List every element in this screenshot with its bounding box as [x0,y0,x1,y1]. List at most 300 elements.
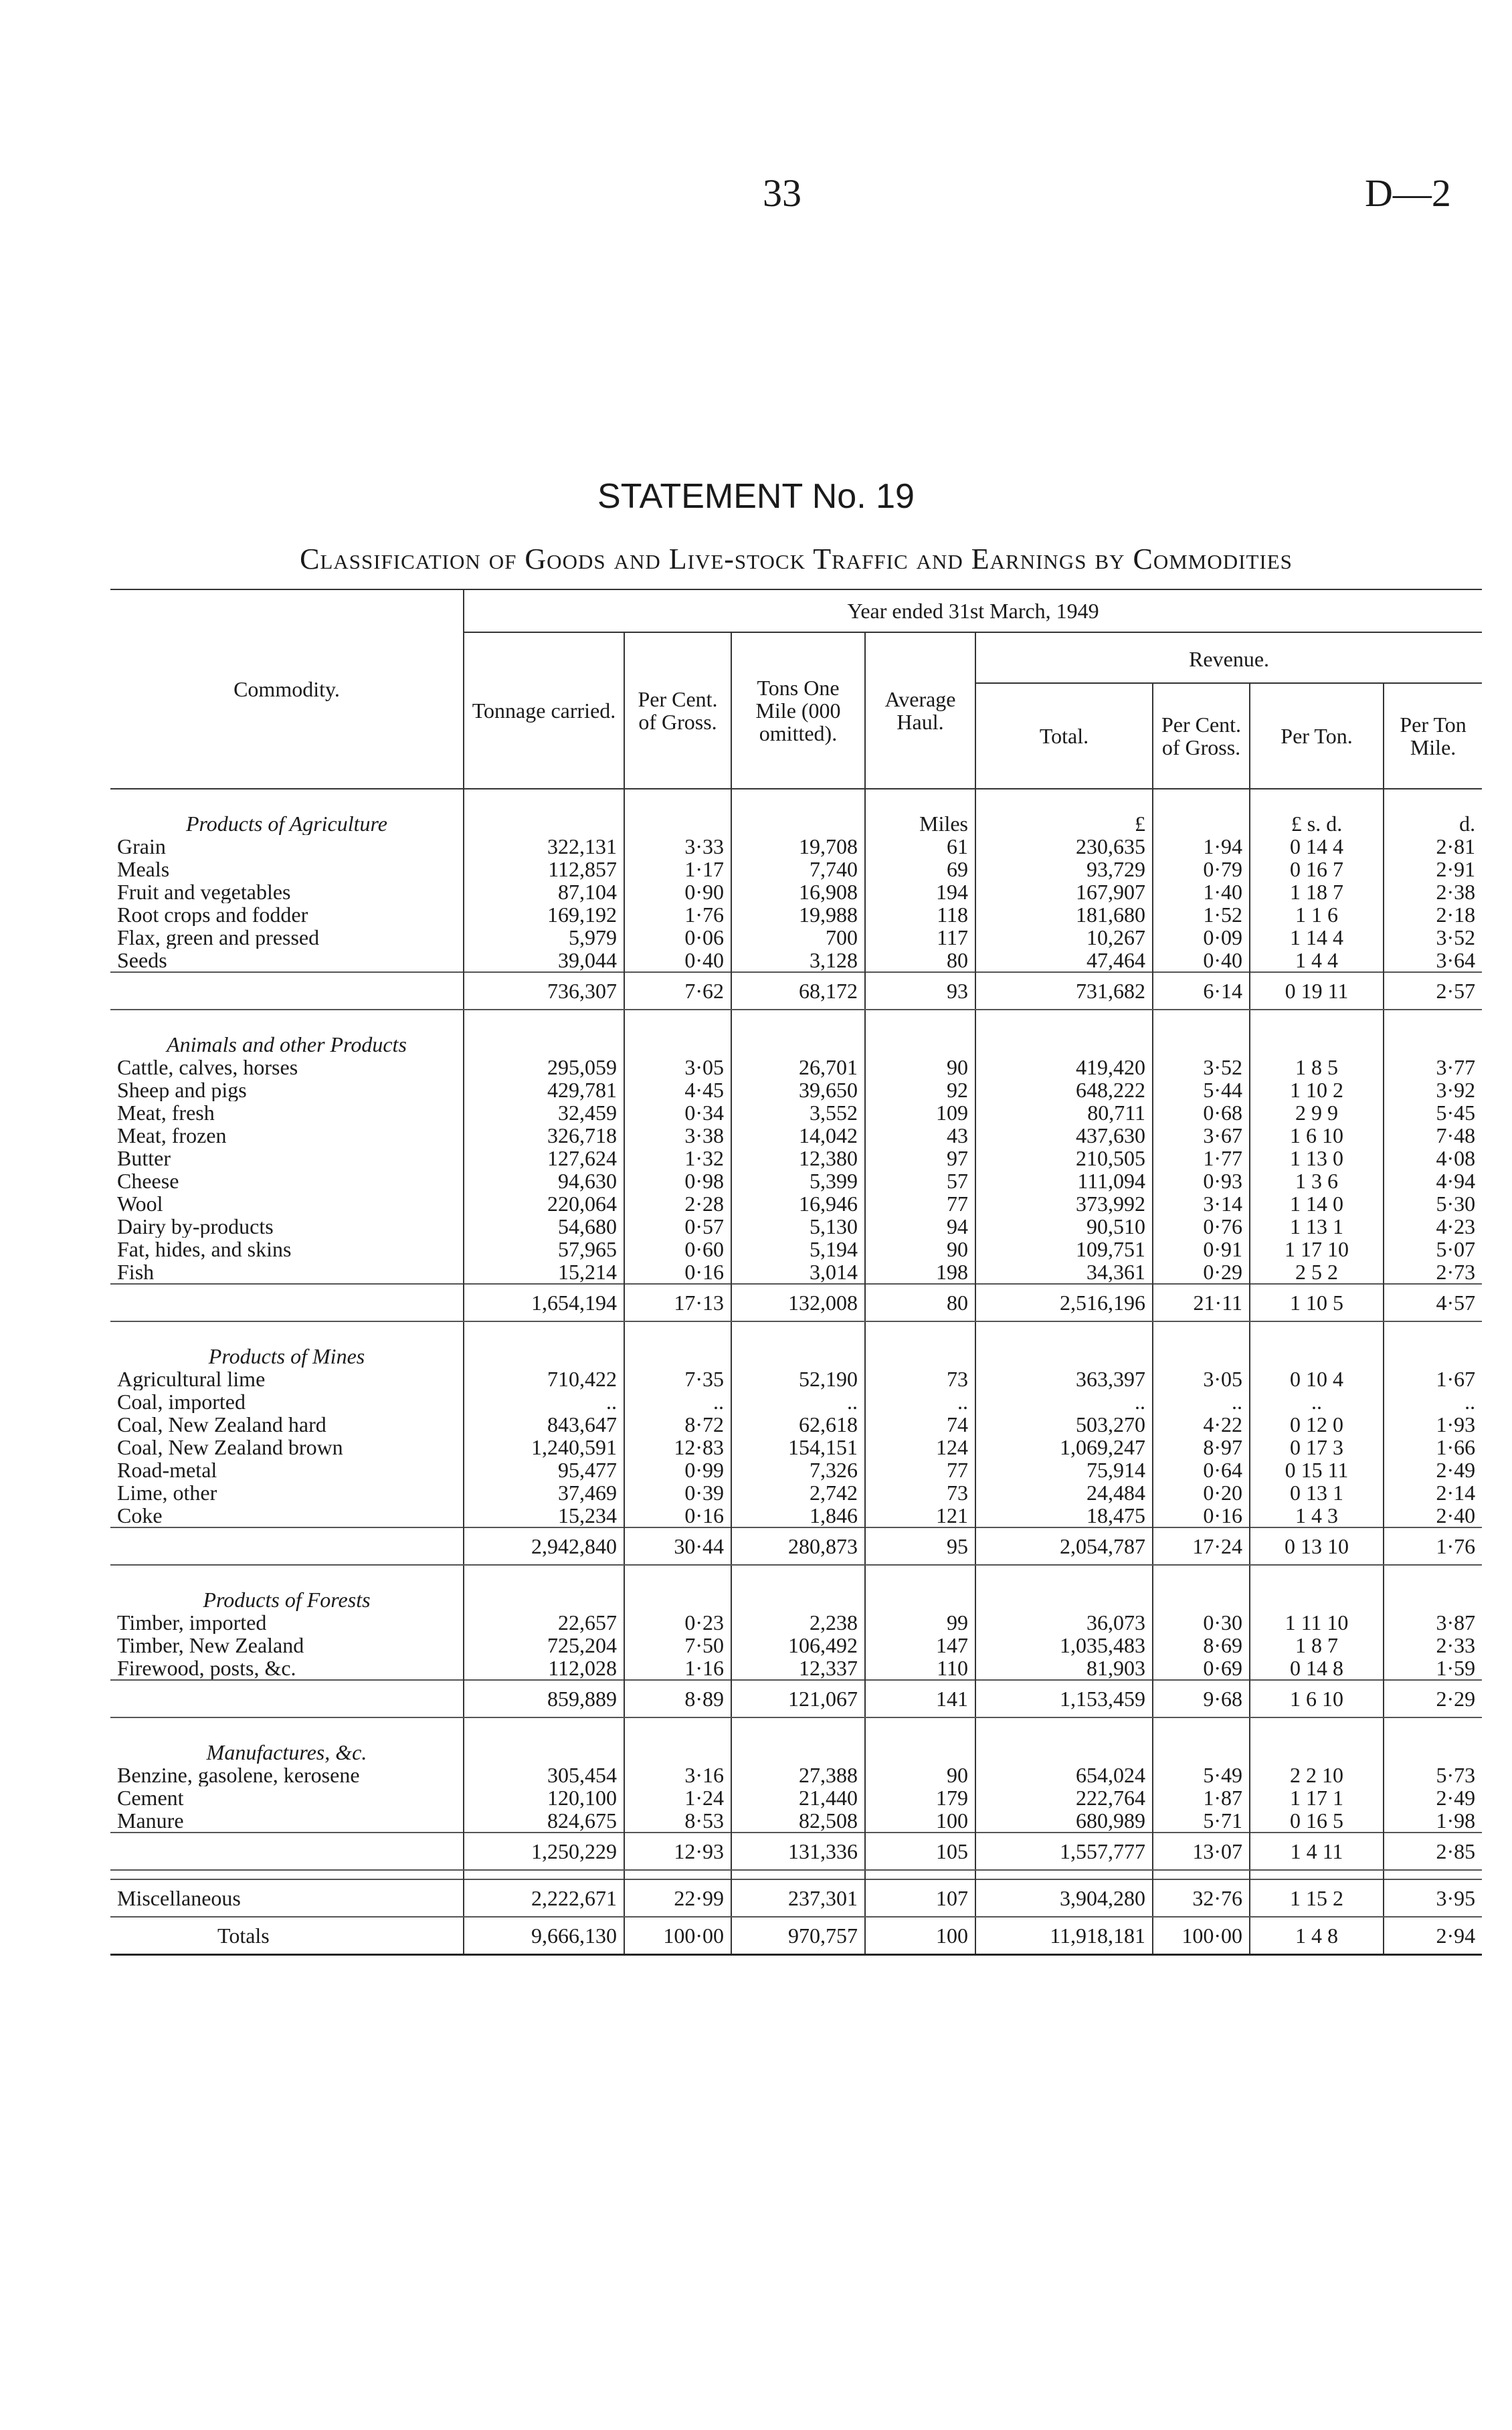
table-row [110,1459,1482,1481]
ton-miles-cell: 106,492 [731,1634,865,1657]
total-cell: 36,073 [975,1611,1153,1634]
tonnage-cell: 169,192 [464,903,624,926]
per-ton-mile-cell: 2·94 [1384,1917,1482,1955]
empty-cell [1153,1565,1250,1611]
per-ton-mile-cell: 5·30 [1384,1192,1482,1215]
total-cell: 111,094 [975,1170,1153,1192]
revenue-per-cent-cell: 1·87 [1153,1786,1250,1809]
tonnage-cell: 57,965 [464,1238,624,1260]
per-cent-cell: 8·53 [624,1809,731,1833]
commodity-cell: Agricultural lime [117,1368,266,1390]
commodity-cell: Meat, fresh [117,1101,215,1124]
revenue-per-cent-cell: .. [1153,1390,1250,1413]
per-ton-mile-cell: 5·73 [1384,1764,1482,1786]
revenue-per-cent-cell: 0·29 [1153,1260,1250,1284]
table-row [110,1368,1482,1390]
per-ton-mile-cell: 1·67 [1384,1368,1482,1390]
ton-miles-cell: 700 [731,926,865,949]
per-ton-cell: 1 10 2 [1250,1079,1384,1101]
commodity-cell: Butter [117,1147,171,1170]
revenue-per-cent-cell: 17·24 [1153,1527,1250,1565]
per-ton-cell: 0 16 7 [1250,858,1384,880]
ton-miles-cell: 7,740 [731,858,865,880]
commodity-cell: Lime, other [117,1481,217,1504]
commodity-cell: Flax, green and pressed [117,926,320,949]
per-ton-mile-cell: 2·18 [1384,903,1482,926]
per-ton-cell: 0 14 8 [1250,1657,1384,1680]
empty-cell [1384,1717,1482,1764]
total-cell: .. [975,1390,1153,1413]
per-ton-cell: 0 19 11 [1250,972,1384,1010]
empty-cell [464,1321,624,1368]
table-row [110,1634,1482,1657]
ton-miles-cell: 39,650 [731,1079,865,1101]
revenue-per-cent-cell: 0·91 [1153,1238,1250,1260]
table-row [110,1192,1482,1215]
per-cent-cell: 0·34 [624,1101,731,1124]
section-heading-row [110,1717,1482,1764]
ton-miles-cell: 19,708 [731,835,865,858]
haul-cell: 100 [865,1809,975,1833]
per-ton-cell: 0 12 0 [1250,1413,1384,1436]
tonnage-cell: 725,204 [464,1634,624,1657]
commodity-cell: Coke [117,1504,163,1527]
empty-cell [865,1010,975,1056]
header-per-ton: Per Ton. [1250,683,1384,789]
page-reference: D—2 [1365,171,1451,215]
header-total: Total. [975,683,1153,789]
ton-miles-cell: 14,042 [731,1124,865,1147]
per-ton-mile-cell: 3·52 [1384,926,1482,949]
haul-cell: 124 [865,1436,975,1459]
commodity-cell: Fish [117,1260,155,1284]
per-ton-cell: 1 6 10 [1250,1124,1384,1147]
per-ton-cell: 2 5 2 [1250,1260,1384,1284]
commodity-cell: Benzine, gasolene, kerosene [117,1764,360,1786]
revenue-per-cent-cell: 0·93 [1153,1170,1250,1192]
per-ton-mile-cell: 1·66 [1384,1436,1482,1459]
per-ton-mile-cell: 1·98 [1384,1809,1482,1833]
haul-cell: 90 [865,1056,975,1079]
ton-miles-cell: 12,380 [731,1147,865,1170]
commodity-cell [110,1680,464,1717]
tonnage-cell: 37,469 [464,1481,624,1504]
haul-cell: 118 [865,903,975,926]
per-ton-mile-cell: 1·93 [1384,1413,1482,1436]
ton-miles-cell: 131,336 [731,1833,865,1870]
empty-cell [1250,1010,1384,1056]
header-per-cent-gross: Per Cent. of Gross. [624,632,731,789]
per-ton-mile-cell: 2·40 [1384,1504,1482,1527]
revenue-per-cent-cell: 5·71 [1153,1809,1250,1833]
per-ton-cell: 1 10 5 [1250,1284,1384,1321]
tonnage-cell: 2,222,671 [464,1879,624,1917]
per-ton-cell: 1 4 3 [1250,1504,1384,1527]
total-cell: 167,907 [975,880,1153,903]
haul-cell: 90 [865,1238,975,1260]
per-ton-cell: 0 13 10 [1250,1527,1384,1565]
per-ton-cell: 1 14 4 [1250,926,1384,949]
page-number: 33 [763,171,801,215]
commodity-cell [110,1833,464,1870]
per-ton-cell: 1 15 2 [1250,1879,1384,1917]
empty-cell [865,1717,975,1764]
header-ton-miles: Tons One Mile (000 omitted). [731,632,865,789]
per-ton-mile-cell: 2·33 [1384,1634,1482,1657]
per-ton-cell: 1 4 4 [1250,949,1384,972]
per-ton-cell: 1 14 0 [1250,1192,1384,1215]
empty-cell [975,1010,1153,1056]
empty-cell [624,789,731,835]
per-cent-cell: 8·72 [624,1413,731,1436]
total-cell: 47,464 [975,949,1153,972]
empty-cell [1250,1717,1384,1764]
per-ton-cell: 1 4 11 [1250,1833,1384,1870]
total-cell: 1,557,777 [975,1833,1153,1870]
revenue-per-cent-cell: 0·64 [1153,1459,1250,1481]
total-cell: 210,505 [975,1147,1153,1170]
per-cent-cell: 2·28 [624,1192,731,1215]
empty-cell [110,1870,464,1879]
revenue-per-cent-cell: 1·77 [1153,1147,1250,1170]
total-cell: 181,680 [975,903,1153,926]
tonnage-cell: 736,307 [464,972,624,1010]
tonnage-cell: 112,028 [464,1657,624,1680]
per-cent-cell: 0·16 [624,1260,731,1284]
empty-cell [1250,1565,1384,1611]
commodity-cell: Seeds [117,949,167,972]
table-row [110,1436,1482,1459]
per-ton-mile-cell: 1·59 [1384,1657,1482,1680]
per-ton-mile-cell: 2·38 [1384,880,1482,903]
per-ton-cell: 2 2 10 [1250,1764,1384,1786]
commodity-cell: Meals [117,858,170,880]
haul-cell: 109 [865,1101,975,1124]
empty-cell [464,789,624,835]
tonnage-cell: 22,657 [464,1611,624,1634]
revenue-per-cent-cell: 0·79 [1153,858,1250,880]
tonnage-cell: 824,675 [464,1809,624,1833]
commodity-cell: Firewood, posts, &c. [117,1657,296,1680]
empty-cell [1384,1870,1482,1879]
empty-cell [1250,1321,1384,1368]
total-cell: 1,069,247 [975,1436,1153,1459]
per-cent-cell: 0·40 [624,949,731,972]
haul-cell: 147 [865,1634,975,1657]
ton-miles-cell: 132,008 [731,1284,865,1321]
table-row [110,1079,1482,1101]
unit-label: Miles [865,789,975,835]
empty-cell [865,1565,975,1611]
total-cell: 1,035,483 [975,1634,1153,1657]
per-cent-cell: 0·16 [624,1504,731,1527]
empty-cell [1384,1010,1482,1056]
total-cell: 81,903 [975,1657,1153,1680]
revenue-per-cent-cell: 4·22 [1153,1413,1250,1436]
header-tonnage: Tonnage carried. [464,632,624,789]
per-cent-cell: 7·50 [624,1634,731,1657]
ton-miles-cell: 5,130 [731,1215,865,1238]
tonnage-cell: 112,857 [464,858,624,880]
empty-cell [731,1717,865,1764]
subtotal-row [110,1680,1482,1717]
haul-cell: 97 [865,1147,975,1170]
total-cell: 34,361 [975,1260,1153,1284]
commodity-cell: Sheep and pigs [117,1079,247,1101]
revenue-per-cent-cell: 0·20 [1153,1481,1250,1504]
revenue-per-cent-cell: 9·68 [1153,1680,1250,1717]
haul-cell: 94 [865,1215,975,1238]
table-row [110,1170,1482,1192]
total-cell: 419,420 [975,1056,1153,1079]
tonnage-cell: 843,647 [464,1413,624,1436]
per-ton-cell: 0 14 4 [1250,835,1384,858]
per-cent-cell: 1·17 [624,858,731,880]
ton-miles-cell: .. [731,1390,865,1413]
haul-cell: 73 [865,1481,975,1504]
per-ton-cell: 1 11 10 [1250,1611,1384,1634]
per-cent-cell: 1·24 [624,1786,731,1809]
empty-cell [464,1717,624,1764]
per-ton-mile-cell: 4·94 [1384,1170,1482,1192]
table-row [110,903,1482,926]
tonnage-cell: 859,889 [464,1680,624,1717]
per-ton-cell: 1 17 10 [1250,1238,1384,1260]
haul-cell: 43 [865,1124,975,1147]
empty-cell [1384,1565,1482,1611]
per-cent-cell: 4·45 [624,1079,731,1101]
commodity-cell [110,1284,464,1321]
total-cell: 503,270 [975,1413,1153,1436]
table-row [110,926,1482,949]
ton-miles-cell: 3,552 [731,1101,865,1124]
revenue-per-cent-cell: 1·94 [1153,835,1250,858]
per-ton-cell: 1 13 1 [1250,1215,1384,1238]
section-name: Products of Agriculture [185,812,387,835]
header-per-ton-mile: Per Ton Mile. [1384,683,1482,789]
total-cell: 437,630 [975,1124,1153,1147]
empty-cell [975,1321,1153,1368]
per-cent-cell: 3·38 [624,1124,731,1147]
commodity-cell: Coal, imported [117,1390,246,1413]
commodity-cell: Coal, New Zealand brown [117,1436,343,1459]
empty-cell [1153,1321,1250,1368]
haul-cell: 194 [865,880,975,903]
per-cent-cell: 0·23 [624,1611,731,1634]
header-revenue: Revenue. [975,632,1482,683]
commodity-cell: Road-metal [117,1459,217,1481]
haul-cell: 57 [865,1170,975,1192]
commodity-table [110,589,1482,1956]
haul-cell: 117 [865,926,975,949]
revenue-per-cent-cell: 3·67 [1153,1124,1250,1147]
table-row [110,1657,1482,1680]
haul-cell: 95 [865,1527,975,1565]
ton-miles-cell: 52,190 [731,1368,865,1390]
tonnage-cell: 5,979 [464,926,624,949]
haul-cell: 73 [865,1368,975,1390]
per-ton-cell: 1 8 5 [1250,1056,1384,1079]
haul-cell: 93 [865,972,975,1010]
empty-cell [464,1870,624,1879]
tonnage-cell: 32,459 [464,1101,624,1124]
revenue-per-cent-cell: 21·11 [1153,1284,1250,1321]
per-cent-cell: 1·76 [624,903,731,926]
revenue-per-cent-cell: 0·68 [1153,1101,1250,1124]
total-cell: 731,682 [975,972,1153,1010]
per-ton-cell: 1 3 6 [1250,1170,1384,1192]
commodity-cell: Timber, imported [117,1611,267,1634]
per-cent-cell: .. [624,1390,731,1413]
ton-miles-cell: 16,908 [731,880,865,903]
section-name: Animals and other Products [167,1032,407,1056]
empty-cell [731,789,865,835]
ton-miles-cell: 68,172 [731,972,865,1010]
revenue-per-cent-cell: 3·52 [1153,1056,1250,1079]
commodity-cell [110,1527,464,1565]
statement-title: STATEMENT No. 19 [597,477,915,516]
tonnage-cell: 429,781 [464,1079,624,1101]
revenue-per-cent-cell: 0·69 [1153,1657,1250,1680]
tonnage-cell: 15,214 [464,1260,624,1284]
tonnage-cell: 39,044 [464,949,624,972]
per-ton-cell: 0 10 4 [1250,1368,1384,1390]
per-ton-cell: 1 1 6 [1250,903,1384,926]
tonnage-cell: 9,666,130 [464,1917,624,1955]
ton-miles-cell: 62,618 [731,1413,865,1436]
commodity-cell: Cattle, calves, horses [117,1056,298,1079]
tonnage-cell: 54,680 [464,1215,624,1238]
total-cell: 680,989 [975,1809,1153,1833]
empty-cell [464,1010,624,1056]
total-cell: 80,711 [975,1101,1153,1124]
commodity-cell: Coal, New Zealand hard [117,1413,326,1436]
haul-cell: 110 [865,1657,975,1680]
per-ton-cell: 1 17 1 [1250,1786,1384,1809]
header-year: Year ended 31st March, 1949 [464,589,1482,632]
empty-cell [1153,789,1250,835]
table-row [110,1764,1482,1786]
table-row [110,835,1482,858]
commodity-cell: Meat, frozen [117,1124,227,1147]
empty-cell [865,1321,975,1368]
haul-cell: 100 [865,1917,975,1955]
total-cell: 373,992 [975,1192,1153,1215]
empty-cell [624,1321,731,1368]
per-cent-cell: 3·16 [624,1764,731,1786]
per-ton-mile-cell: 2·49 [1384,1459,1482,1481]
haul-cell: 90 [865,1764,975,1786]
per-cent-cell: 0·98 [624,1170,731,1192]
per-ton-mile-cell: 3·92 [1384,1079,1482,1101]
haul-cell: 77 [865,1459,975,1481]
ton-miles-cell: 5,399 [731,1170,865,1192]
commodity-cell: Cheese [117,1170,179,1192]
revenue-per-cent-cell: 5·44 [1153,1079,1250,1101]
ton-miles-cell: 27,388 [731,1764,865,1786]
table-row [110,1260,1482,1284]
total-cell: 363,397 [975,1368,1153,1390]
ton-miles-cell: 154,151 [731,1436,865,1459]
total-cell: 18,475 [975,1504,1153,1527]
ton-miles-cell: 12,337 [731,1657,865,1680]
per-ton-mile-cell: 3·64 [1384,949,1482,972]
total-cell: 24,484 [975,1481,1153,1504]
total-cell: 2,054,787 [975,1527,1153,1565]
commodity-cell: Totals [110,1917,464,1955]
per-ton-mile-cell: 2·85 [1384,1833,1482,1870]
haul-cell: 77 [865,1192,975,1215]
per-cent-cell: 8·89 [624,1680,731,1717]
haul-cell: 121 [865,1504,975,1527]
per-cent-cell: 22·99 [624,1879,731,1917]
table-row [110,1481,1482,1504]
haul-cell: 61 [865,835,975,858]
empty-cell [975,1717,1153,1764]
per-cent-cell: 1·16 [624,1657,731,1680]
empty-cell [865,1870,975,1879]
per-ton-cell: 0 15 11 [1250,1459,1384,1481]
tonnage-cell: 322,131 [464,835,624,858]
table-row [110,1215,1482,1238]
header-average-haul: Average Haul. [865,632,975,789]
per-ton-mile-cell: 3·95 [1384,1879,1482,1917]
ton-miles-cell: 280,873 [731,1527,865,1565]
statement-subtitle: Classification of Goods and Live-stock Traffic and Earnings by Commodities [300,543,1293,575]
table-row [110,1611,1482,1634]
tonnage-cell: 710,422 [464,1368,624,1390]
miscellaneous-row [110,1879,1482,1917]
ton-miles-cell: 970,757 [731,1917,865,1955]
commodity-cell: Miscellaneous [110,1879,464,1917]
tonnage-cell: 220,064 [464,1192,624,1215]
section-name: Products of Forests [203,1588,371,1611]
empty-cell [624,1010,731,1056]
commodity-cell: Timber, New Zealand [117,1634,304,1657]
empty-cell [624,1565,731,1611]
commodity-cell: Manure [117,1809,184,1833]
table-row [110,858,1482,880]
haul-cell: 80 [865,1284,975,1321]
per-cent-cell: 1·32 [624,1147,731,1170]
revenue-per-cent-cell: 0·40 [1153,949,1250,972]
per-cent-cell: 0·60 [624,1238,731,1260]
empty-cell [1153,1010,1250,1056]
table-row [110,1786,1482,1809]
unit-label: £ [975,789,1153,835]
per-ton-cell: 0 13 1 [1250,1481,1384,1504]
ton-miles-cell: 2,238 [731,1611,865,1634]
commodity-cell: Cement [117,1786,184,1809]
revenue-per-cent-cell: 32·76 [1153,1879,1250,1917]
revenue-per-cent-cell: 0·30 [1153,1611,1250,1634]
per-cent-cell: 0·06 [624,926,731,949]
per-ton-mile-cell: 3·77 [1384,1056,1482,1079]
table-row [110,1056,1482,1079]
ton-miles-cell: 16,946 [731,1192,865,1215]
total-cell: 648,222 [975,1079,1153,1101]
tonnage-cell: 1,240,591 [464,1436,624,1459]
haul-cell: 80 [865,949,975,972]
header-commodity: Commodity. [110,589,464,789]
section-heading-row [110,1321,1482,1368]
per-cent-cell: 0·39 [624,1481,731,1504]
per-cent-cell: 3·33 [624,835,731,858]
per-cent-cell: 0·99 [624,1459,731,1481]
empty-cell [1153,1870,1250,1879]
per-ton-mile-cell: 2·49 [1384,1786,1482,1809]
revenue-per-cent-cell: 5·49 [1153,1764,1250,1786]
